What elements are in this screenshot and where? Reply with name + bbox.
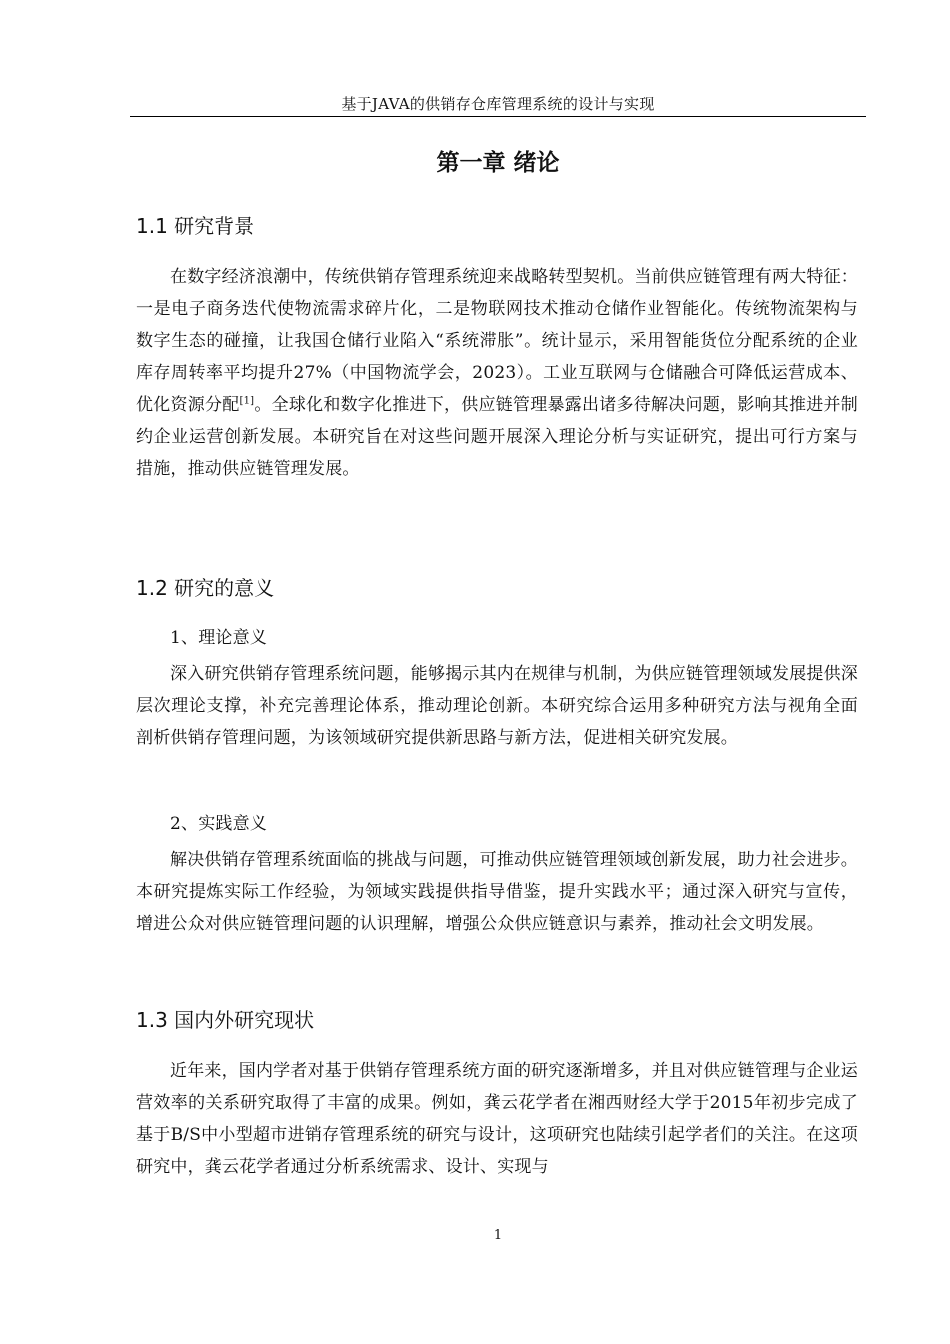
running-header: 基于JAVA的供销存仓库管理系统的设计与实现: [341, 95, 655, 113]
citation-mark: [1]: [239, 395, 255, 407]
paragraph-text: 。全球化和数字化推进下，供应链管理暴露出诸多待解决问题，影响其推进并制约企业运营创新发展。本研究旨在对这些问题开展深入理论分析与实证研究，提出可行方案与措施，推动供应链管理发展。: [136, 395, 858, 479]
chapter-title: 第一章 绪论: [436, 150, 560, 176]
section-heading-1-2: 1.2 研究的意义: [136, 576, 275, 600]
paragraph-theory-significance: 深入研究供销存管理系统问题，能够揭示其内在规律与机制，为供应链管理领域发展提供深层次理论支撑，补充完善理论体系，推动理论创新。本研究综合运用多种研究方法与视角全面剖析供销存管理问题，为该领域研究提供新思路与新方法，促进相关研究发展。: [136, 664, 858, 748]
paragraph-text: 在数字经济浪潮中，传统供销存管理系统迎来战略转型契机。当前供应链管理有两大特征：一是电子商务迭代使物流需求碎片化，二是物联网技术推动仓储作业智能化。传统物流架构与数字生态的碰撞，让我国仓储行业陷入“系统滞胀”。统计显示，采用智能货位分配系统的企业库存周转率平均提升27%（中国物流学会，2023）。工业互联网与仓储融合可降低运营成本、优化资源分配: [136, 267, 858, 415]
section-heading-1-1: 1.1 研究背景: [136, 214, 255, 238]
section-heading-1-3: 1.3 国内外研究现状: [136, 1008, 315, 1032]
subheading-theory: 1、理论意义: [170, 628, 268, 648]
paragraph-research-status: 近年来，国内学者对基于供销存管理系统方面的研究逐渐增多，并且对供应链管理与企业运营效率的关系研究取得了丰富的成果。例如，龚云花学者在湘西财经大学于2015年初步完成了基于B/S中小型超市进销存管理系统的研究与设计，这项研究也陆续引起学者们的关注。在这项研究中，龚云花学者通过分析系统需求、设计、实现与: [136, 1061, 858, 1177]
paragraph-research-background: [136, 261, 858, 485]
page-number: 1: [493, 1228, 503, 1243]
paragraph-practice-significance: 解决供销存管理系统面临的挑战与问题，可推动供应链管理领域创新发展，助力社会进步。本研究提炼实际工作经验，为领域实践提供指导借鉴，提升实践水平；通过深入研究与宣传，增进公众对供应链管理问题的认识理解，增强公众供应链意识与素养，推动社会文明发展。: [136, 850, 858, 934]
subheading-practice: 2、实践意义: [170, 814, 268, 834]
header-rule: [130, 116, 866, 117]
